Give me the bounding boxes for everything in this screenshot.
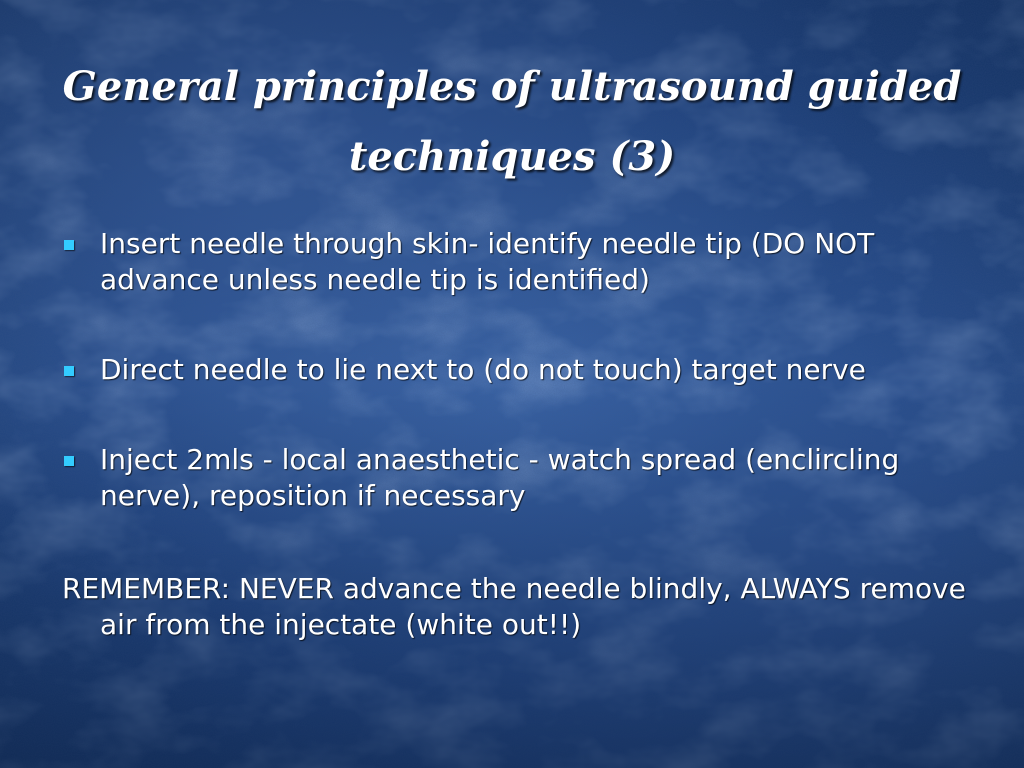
square-bullet-icon — [64, 456, 74, 466]
remember-note: REMEMBER: NEVER advance the needle blindly, ALWAYS remove air from the injectate (white out!!) — [62, 572, 966, 641]
list-item — [62, 352, 982, 388]
square-bullet-icon — [64, 366, 74, 376]
square-bullet-icon — [64, 240, 74, 250]
list-item-text: Insert needle through skin- identify needle tip (DO NOT advance unless needle tip is identified) — [100, 227, 875, 296]
slide-title: General principles of ultrasound guided techniques (3) — [62, 63, 962, 180]
list-item — [62, 442, 982, 514]
list-item — [62, 226, 982, 298]
list-item-text: Inject 2mls - local anaesthetic - watch spread (enclircling nerve), reposition if necessary — [100, 443, 900, 512]
bullet-list — [62, 226, 982, 514]
list-item-text: Direct needle to lie next to (do not touch) target nerve — [100, 353, 866, 386]
